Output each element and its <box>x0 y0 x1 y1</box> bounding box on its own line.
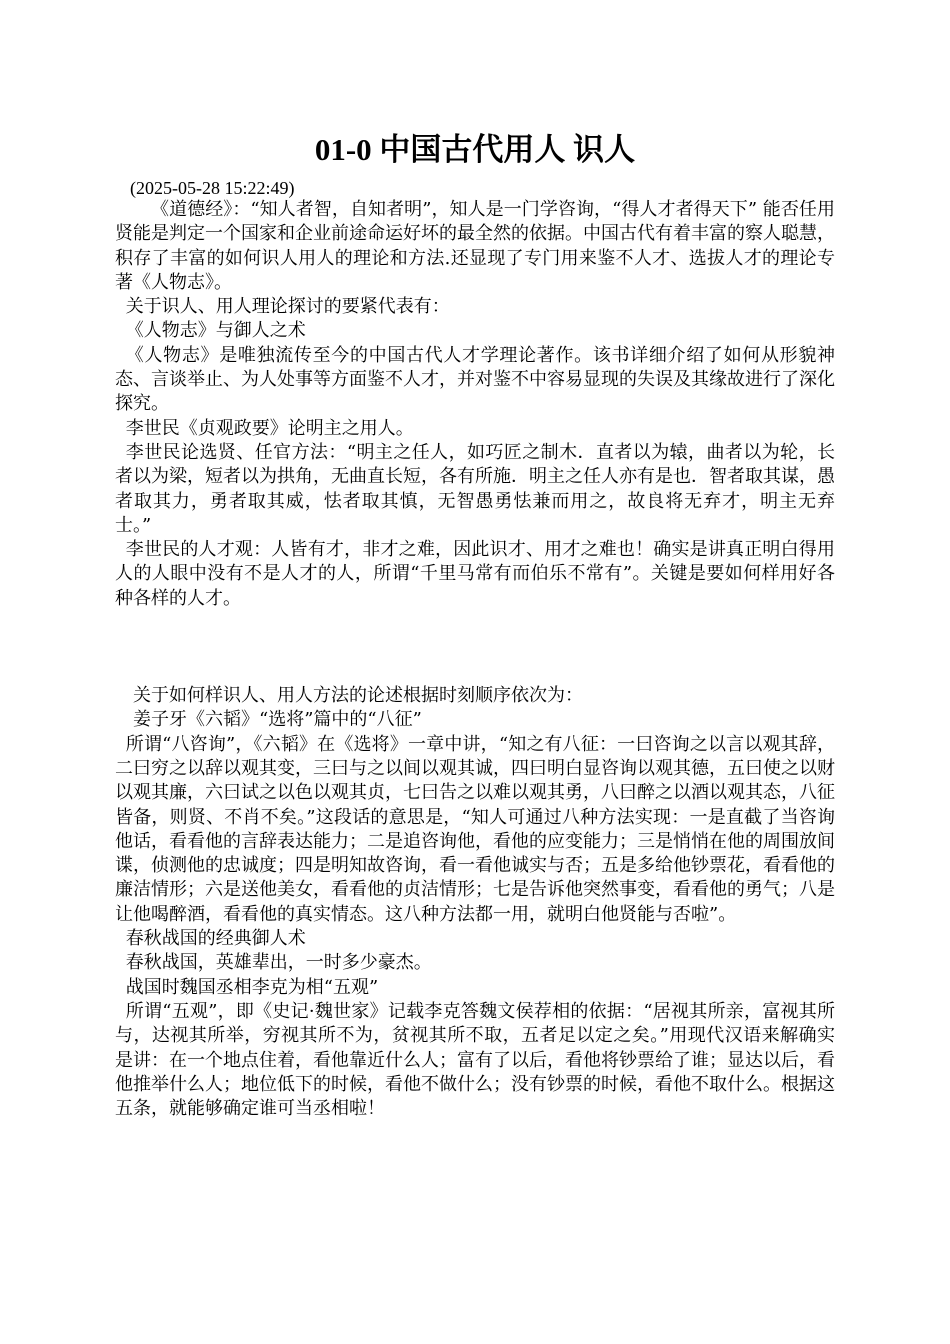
paragraph-chunqiu: 春秋战国，英雄辈出，一时多少豪杰。 <box>125 952 432 974</box>
heading-lishimin: 李世民《贞观政要》论明主之用人。 <box>125 417 414 439</box>
heading-renwuzhi: 《人物志》与御人之术 <box>125 320 306 342</box>
document-title: 01-0 中国古代用人 识人 <box>314 132 636 167</box>
paragraph-representatives: 关于识人、用人理论探讨的要紧代表有： <box>125 296 450 318</box>
document-timestamp: (2025-05-28 15:22:49) <box>130 178 295 198</box>
paragraph-lishimin-talent: 李世民的人才观：人皆有才，非才之难，因此识才、用才之难也！确实是讲真正明白得用人的人眼中没有不是人才的人，所谓“千里马常有而伯乐不常有”。关键是要如何样用好各种各样的人才。 <box>115 539 835 609</box>
section-gap <box>115 611 835 684</box>
paragraph-chronology: 关于如何样识人、用人方法的论述根据时刻顺序依次为： <box>133 685 583 707</box>
document-body <box>115 198 835 1121</box>
paragraph-eight-signs: 所谓“八咨询”，《六韬》在《选将》一章中讲，“知之有八征：一曰咨询之以言以观其辞，二曰穷之以辞以观其变，三曰与之以间以观其诚，四曰明白显咨询以观其德，五曰使之以财以观其廉，六曰试之以色以观其贞，七曰告之以难以观其勇，八曰醉之以酒以观其态，八征皆备，则贤、不肖不矣。”这段话的意思是，“知人可通过八种方法实现：一是直截了当咨询他话，看看他的言辞表达能力；二是追咨询他，看他的应变能力；三是悄悄在他的周围放间谍，侦测他的忠诚度；四是明知故咨询，看一看他诚实与否；五是多给他钞票花，看看他的廉洁情形；六是送他美女，看看他的贞洁情形；七是告诉他突然事变，看看他的勇气；八是让他喝醉酒，看看他的真实情态。这八种方法都一用，就明白他贤能与否啦”。 <box>115 733 835 925</box>
heading-chunqiu: 春秋战国的经典御人术 <box>125 928 306 950</box>
paragraph-five-views: 所谓“五观”，即《史记·魏世家》记载李克答魏文侯荐相的依据：“居视其所亲，富视其所与，达视其所举，穷视其所不为，贫视其所不取，五者足以定之矣。”用现代汉语来解确实是讲：在一个地点住着，看他靠近什么人；富有了以后，看他将钞票给了谁；显达以后，看他推举什么人；地位低下的时候，看他不做什么；没有钞票的时候，看他不取什么。根据这五条，就能够确定谁可当丞相啦！ <box>115 1000 835 1120</box>
paragraph-lishimin-methods: 李世民论选贤、任官方法：“明主之任人，如巧匠之制木．直者以为辕，曲者以为轮，长者以为梁，短者以为拱角，无曲直长短，各有所施．明主之任人亦有是也．智者取其谋，愚者取其力，勇者取其威，怯者取其慎，无智愚勇怯兼而用之，故良将无弃才，明主无弃士。” <box>115 441 835 536</box>
paragraph-renwuzhi: 《人物志》是唯独流传至今的中国古代人才学理论著作。该书详细介绍了如何从形貌神态、言谈举止、为人处事等方面鉴不人才，并对鉴不中容易显现的失误及其缘故进行了深化探究。 <box>115 344 835 415</box>
paragraph-intro: 《道德经》：“知人者智，自知者明”，知人是一门学咨询，“得人才者得天下” 能否任用贤能是判定一个国家和企业前途命运好坏的最全然的依据。中国古代有着丰富的察人聪慧，积存了丰富的如何识人用人的理论和方法.还显现了专门用来鉴不人才、选拔人才的理论专著《人物志》。 <box>115 199 835 293</box>
heading-likee: 战国时魏国丞相李克为相“五观” <box>125 976 379 998</box>
heading-liutao: 姜子牙《六韬》“选将”篇中的“八征” <box>133 709 422 731</box>
